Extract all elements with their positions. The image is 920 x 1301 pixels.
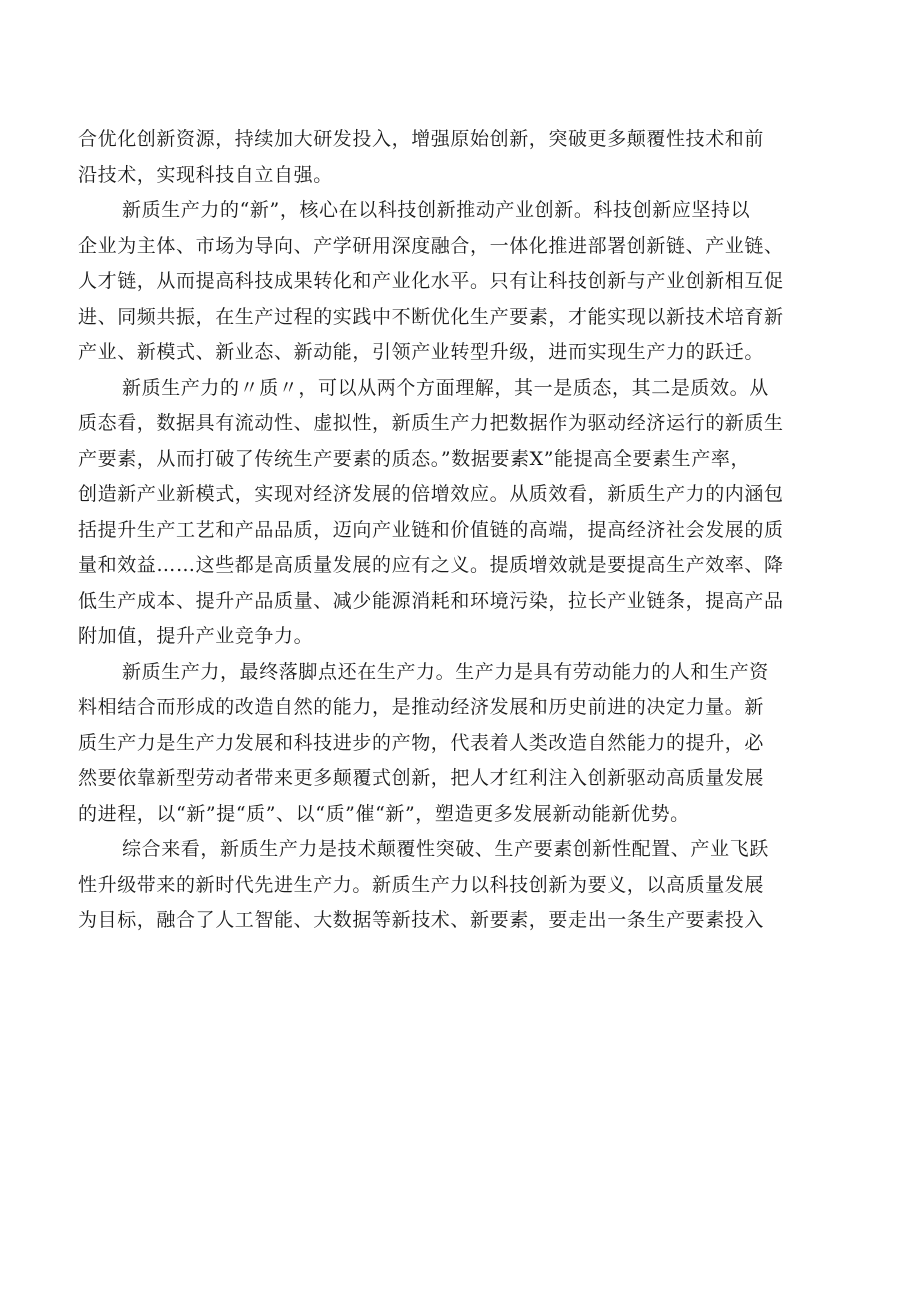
text-line: 合优化创新资源，持续加大研发投入，增强原始创新，突破更多颠覆性技术和前	[78, 128, 765, 150]
paragraph-4	[78, 655, 868, 833]
text-line: 括提升生产工艺和产品品质，迈向产业链和价值链的高端，提高经济社会发展的质	[78, 518, 784, 541]
text-line: 为目标，融合了人工智能、大数据等新技术、新要素，要走出一条生产要素投入	[78, 909, 765, 931]
text-line: 企业为主体、市场为导向、产学研用深度融合，一体化推进部署创新链、产业链、	[78, 234, 784, 257]
text-line: 质态看，数据具有流动性、虚拟性，新质生产力把数据作为驱动经济运行的新质生	[78, 412, 784, 434]
text-line: 然要依靠新型劳动者带来更多颠覆式创新，把人才红利注入创新驱动高质量发展	[78, 767, 765, 789]
text-line: 新质生产力的〃质〃，可以从两个方面理解，其一是质态，其二是质效。从	[122, 376, 769, 399]
text-line: 新质生产力的“新”，核心在以科技创新推动产业创新。科技创新应坚持以	[122, 199, 751, 221]
paragraph-1	[78, 122, 868, 193]
text-line: 产要素，从而打破了传统生产要素的质态。”数据要素X”能提高全要素生产率，	[78, 447, 751, 470]
paragraph-3	[78, 371, 868, 655]
text-line: 质生产力是生产力发展和科技进步的产物，代表着人类改造自然能力的提升，必	[78, 731, 765, 754]
document-body	[78, 122, 868, 939]
text-line: 料相结合而形成的改造自然的能力，是推动经济发展和历史前进的决定力量。新	[78, 696, 765, 718]
text-line: 沿技术，实现科技自立自强。	[78, 163, 333, 186]
text-line: 产业、新模式、新业态、新动能，引领产业转型升级，进而实现生产力的跃迁。	[78, 341, 765, 363]
text-line: 创造新产业新模式，实现对经济发展的倍增效应。从质效看，新质生产力的内涵包	[78, 483, 784, 505]
text-line: 新质生产力，最终落脚点还在生产力。生产力是具有劳动能力的人和生产资	[122, 660, 769, 683]
text-line: 的进程，以“新”提“质”、以“质”催“新”，塑造更多发展新动能新优势。	[78, 802, 690, 825]
text-line: 进、同频共振，在生产过程的实践中不断优化生产要素，才能实现以新技术培育新	[78, 305, 784, 328]
text-line: 性升级带来的新时代先进生产力。新质生产力以科技创新为要义，以高质量发展	[78, 873, 765, 896]
text-line: 低生产成本、提升产品质量、减少能源消耗和环境污染，拉长产业链条，提高产品	[78, 589, 784, 612]
paragraph-5	[78, 832, 868, 939]
text-line: 综合来看，新质生产力是技术颠覆性突破、生产要素创新性配置、产业飞跃	[122, 838, 769, 860]
text-line: 人才链，从而提高科技成果转化和产业化水平。只有让科技创新与产业创新相互促	[78, 270, 784, 292]
text-line: 附加值，提升产业竞争力。	[78, 625, 314, 647]
text-line: 量和效益……这些都是高质量发展的应有之义。提质增效就是要提高生产效率、降	[78, 554, 784, 576]
paragraph-2	[78, 193, 868, 371]
